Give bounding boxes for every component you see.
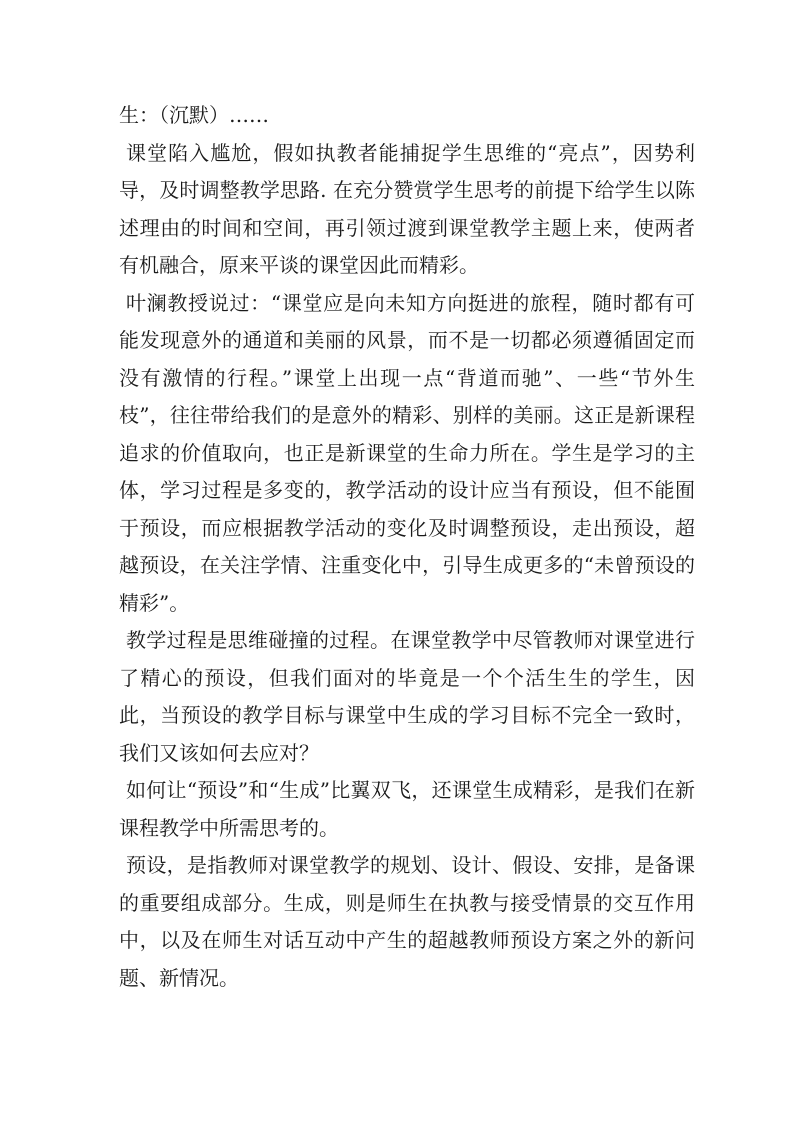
paragraph-professor-quote: 叶澜教授说过：“课堂应是向未知方向挺进的旅程，随时都有可能发现意外的通道和美丽的风景，而不是一切都必须遵循固定而没有激情的行程。”课堂上出现一点“背道而驰”、一些“节外生枝”，往往带给我们的是意外的精彩、别样的美丽。这正是新课程追求的价值取向，也正是新课堂的生命力所在。学生是学习的主体，学习过程是多变的，教学活动的设计应当有预设，但不能囿于预设，而应根据教学活动的变化及时调整预设，走出预设，超越预设，在关注学情、注重变化中，引导生成更多的“未曾预设的精彩”。 <box>119 290 695 615</box>
paragraph-preset-and-generation: 如何让“预设”和“生成”比翼双飞，还课堂生成精彩，是我们在新课程教学中所需思考的。 <box>119 778 695 840</box>
paragraph-classroom-awkward: 课堂陷入尴尬，假如执教者能捕捉学生思维的“亮点”，因势利导，及时调整教学思路. 在充分赞赏学生思考的前提下给学生以陈述理由的时间和空间，再引领过渡到课堂教学主题上来，使两者有机融合，原来平谈的课堂因此而精彩。 <box>119 140 695 277</box>
paragraph-thinking-collision: 教学过程是思维碰撞的过程。在课堂教学中尽管教师对课堂进行了精心的预设，但我们面对的毕竟是一个个活生生的学生，因此，当预设的教学目标与课堂中生成的学习目标不完全一致时，我们又该如何去应对？ <box>119 628 695 765</box>
paragraph-student-silence: 生：（沉默）…… <box>119 103 269 127</box>
paragraph-preset-definition: 预设，是指教师对课堂教学的规划、设计、假设、安排，是备课的重要组成部分。生成，则是师生在执教与接受情景的交互作用中，以及在师生对话互动中产生的超越教师预设方案之外的新问题、新情况。 <box>119 853 695 990</box>
body-text <box>119 97 695 997</box>
